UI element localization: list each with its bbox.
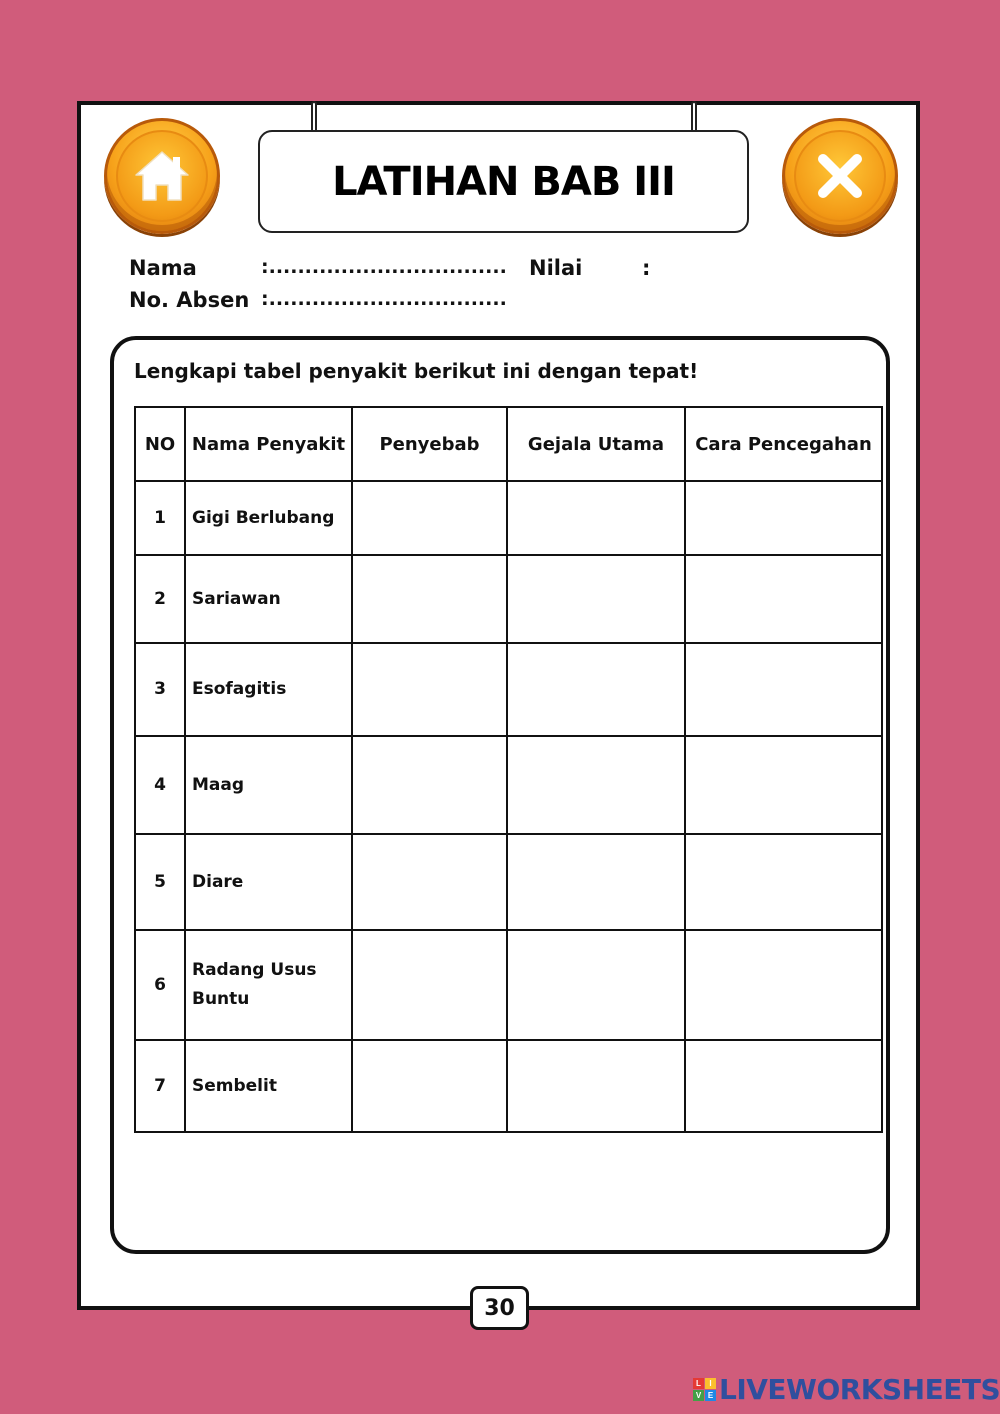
header-prevention: Cara Pencegahan bbox=[685, 407, 882, 481]
symptom-input[interactable] bbox=[507, 834, 685, 930]
header-no: NO bbox=[135, 407, 185, 481]
disease-name: Esofagitis bbox=[185, 643, 352, 736]
row-number: 2 bbox=[135, 555, 185, 643]
table-row bbox=[135, 643, 882, 736]
close-x-icon bbox=[813, 149, 867, 203]
cause-input[interactable] bbox=[352, 930, 507, 1040]
row-number: 7 bbox=[135, 1040, 185, 1132]
close-button[interactable] bbox=[782, 118, 898, 234]
table-row bbox=[135, 736, 882, 834]
prevention-input[interactable] bbox=[685, 481, 882, 555]
header-disease-name: Nama Penyakit bbox=[185, 407, 352, 481]
row-number: 4 bbox=[135, 736, 185, 834]
home-icon bbox=[133, 149, 191, 203]
absen-label: No. Absen bbox=[129, 288, 250, 312]
home-button[interactable] bbox=[104, 118, 220, 234]
title-sign bbox=[258, 130, 749, 233]
cause-input[interactable] bbox=[352, 736, 507, 834]
table-row bbox=[135, 930, 882, 1040]
disease-table bbox=[134, 406, 883, 1133]
symptom-input[interactable] bbox=[507, 930, 685, 1040]
disease-name: Radang Usus Buntu bbox=[185, 930, 352, 1040]
table-row bbox=[135, 555, 882, 643]
cause-input[interactable] bbox=[352, 834, 507, 930]
score-field[interactable]: : bbox=[642, 256, 651, 280]
cause-input[interactable] bbox=[352, 643, 507, 736]
row-number: 5 bbox=[135, 834, 185, 930]
disease-name: Gigi Berlubang bbox=[185, 481, 352, 555]
cause-input[interactable] bbox=[352, 481, 507, 555]
table-header-row bbox=[135, 407, 882, 481]
row-number: 3 bbox=[135, 643, 185, 736]
instruction-text: Lengkapi tabel penyakit berikut ini dengan tepat! bbox=[134, 359, 699, 383]
disease-name: Maag bbox=[185, 736, 352, 834]
table-row bbox=[135, 481, 882, 555]
row-number: 1 bbox=[135, 481, 185, 555]
table-row bbox=[135, 1040, 882, 1132]
absen-field[interactable]: :................................. bbox=[261, 288, 507, 310]
symptom-input[interactable] bbox=[507, 643, 685, 736]
score-label: Nilai bbox=[529, 256, 583, 280]
prevention-input[interactable] bbox=[685, 736, 882, 834]
cause-input[interactable] bbox=[352, 555, 507, 643]
liveworksheets-brand[interactable] bbox=[693, 1372, 1000, 1406]
disease-name: Sariawan bbox=[185, 555, 352, 643]
page-number: 30 bbox=[470, 1286, 529, 1330]
prevention-input[interactable] bbox=[685, 930, 882, 1040]
prevention-input[interactable] bbox=[685, 643, 882, 736]
symptom-input[interactable] bbox=[507, 481, 685, 555]
disease-name: Sembelit bbox=[185, 1040, 352, 1132]
page-title: LATIHAN BAB III bbox=[332, 158, 675, 205]
prevention-input[interactable] bbox=[685, 555, 882, 643]
name-field[interactable]: :................................. bbox=[261, 256, 507, 278]
cause-input[interactable] bbox=[352, 1040, 507, 1132]
name-label: Nama bbox=[129, 256, 197, 280]
liveworksheets-logo-icon: L I V E bbox=[693, 1378, 716, 1401]
table-row bbox=[135, 834, 882, 930]
prevention-input[interactable] bbox=[685, 834, 882, 930]
brand-name: LIVEWORKSHEETS bbox=[719, 1372, 1000, 1406]
disease-name: Diare bbox=[185, 834, 352, 930]
symptom-input[interactable] bbox=[507, 555, 685, 643]
header-cause: Penyebab bbox=[352, 407, 507, 481]
symptom-input[interactable] bbox=[507, 1040, 685, 1132]
row-number: 6 bbox=[135, 930, 185, 1040]
header-symptom: Gejala Utama bbox=[507, 407, 685, 481]
prevention-input[interactable] bbox=[685, 1040, 882, 1132]
symptom-input[interactable] bbox=[507, 736, 685, 834]
